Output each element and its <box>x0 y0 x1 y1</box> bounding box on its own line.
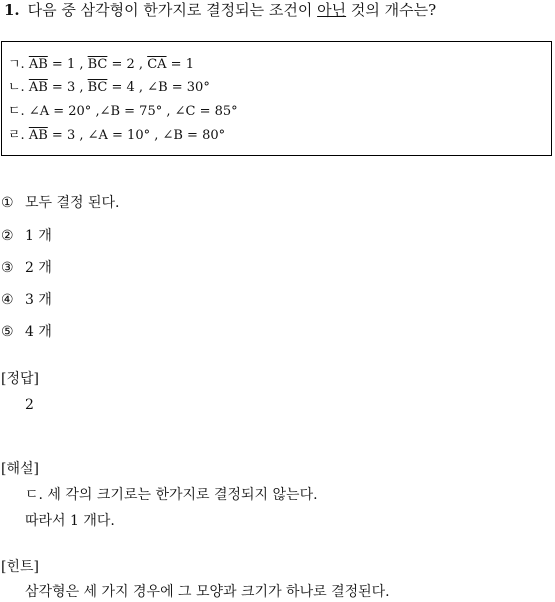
condition-text: = 4 , ∠B = 30° <box>107 80 210 95</box>
segment-label: $\overline{AB}$ <box>28 128 48 143</box>
choice-text: 4 개 <box>25 324 52 340</box>
condition-row <box>8 127 225 145</box>
segment-label: $\overline{AB}$ <box>28 57 48 72</box>
condition-text: = 1 , <box>47 57 88 72</box>
choice-mark: ⑤ <box>1 324 14 340</box>
condition-text: = 1 <box>166 57 194 72</box>
choice-text: 1 개 <box>25 228 52 244</box>
question-text-after: 것의 개수는? <box>346 1 437 19</box>
explanation-line: 따라서 1 개다. <box>25 513 115 529</box>
choice-text: 모두 결정 된다. <box>25 195 120 211</box>
question-text-underlined: 아닌 <box>317 1 347 19</box>
condition-text: = 2 , <box>107 57 148 72</box>
choice-mark: ④ <box>1 292 14 308</box>
choice-item <box>1 226 52 246</box>
condition-prefix: ㄱ. <box>8 57 29 72</box>
hint-label: [힌트] <box>1 559 39 575</box>
segment-label: $\overline{CA}$ <box>147 57 167 72</box>
question-number: 1. <box>4 1 20 19</box>
choice-mark: ① <box>1 195 14 211</box>
answer-label: [정답] <box>1 371 39 387</box>
choice-mark: ② <box>1 228 14 244</box>
choice-item <box>1 322 52 342</box>
question-text-before: 다음 중 삼각형이 한가지로 결정되는 조건이 <box>27 1 318 19</box>
condition-text: ∠A = 20° ,∠B = 75° , ∠C = 85° <box>28 104 238 119</box>
choice-item <box>1 290 52 310</box>
condition-text: = 3 , ∠A = 10° , ∠B = 80° <box>47 128 226 143</box>
choice-text: 2 개 <box>25 260 52 276</box>
segment-label: $\overline{BC}$ <box>87 80 108 95</box>
question-title <box>4 0 436 20</box>
condition-row <box>8 56 194 74</box>
choice-item <box>1 193 120 213</box>
conditions-box <box>1 41 552 156</box>
condition-text: = 3 , <box>47 80 88 95</box>
segment-label: $\overline{AB}$ <box>28 80 48 95</box>
condition-prefix: ㄴ. <box>8 80 29 95</box>
hint-line: 삼각형은 세 가지 경우에 그 모양과 크기가 하나로 결정된다. <box>25 584 390 600</box>
explanation-label: [해설] <box>1 461 39 477</box>
condition-prefix: ㄹ. <box>8 128 29 143</box>
segment-label: $\overline{BC}$ <box>87 57 108 72</box>
condition-row <box>8 79 210 97</box>
explanation-line: ㄷ. 세 각의 크기로는 한가지로 결정되지 않는다. <box>25 487 318 503</box>
choice-mark: ③ <box>1 260 14 276</box>
choice-text: 3 개 <box>25 292 52 308</box>
condition-row <box>8 103 238 121</box>
choice-item <box>1 258 52 278</box>
condition-prefix: ㄷ. <box>8 104 29 119</box>
answer-value: 2 <box>25 397 34 413</box>
